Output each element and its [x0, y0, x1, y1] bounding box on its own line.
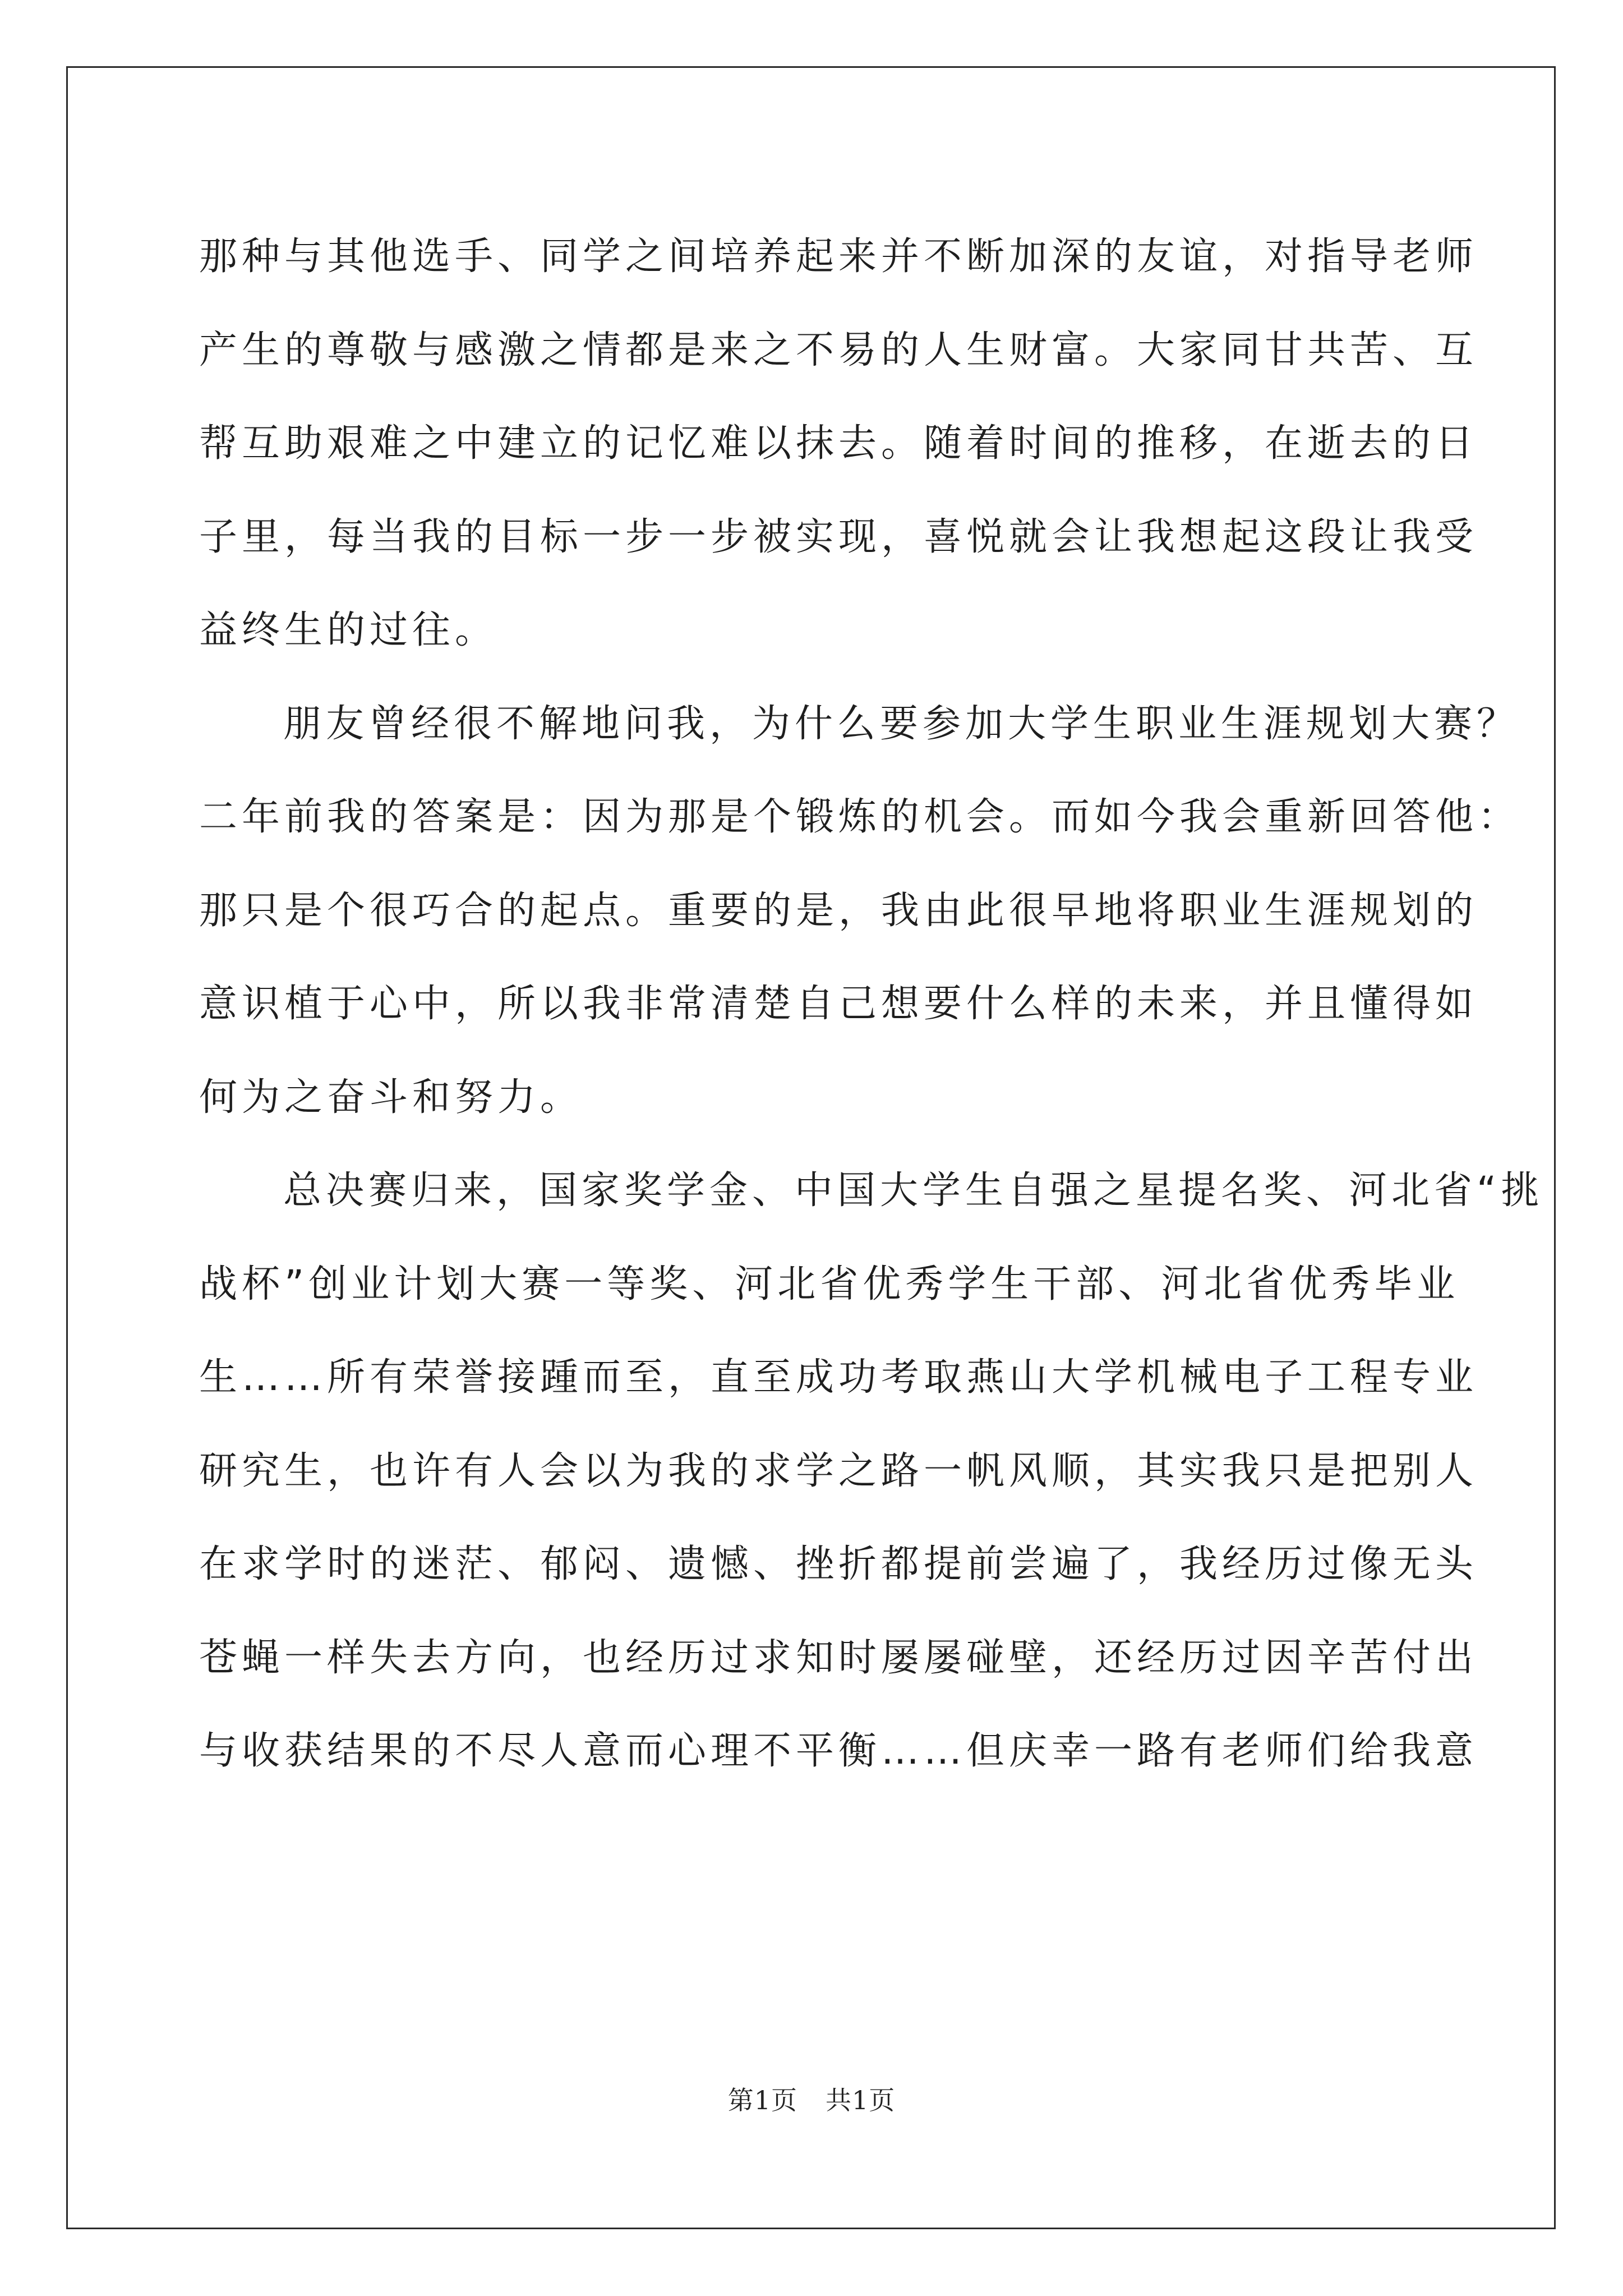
text-line: 在求学时的迷茫、郁闷、遗憾、挫折都提前尝遍了，我经历过像无头 — [199, 1542, 1478, 1586]
text-line: 产生的尊敬与感激之情都是来之不易的人生财富。大家同甘共苦、互 — [199, 328, 1478, 372]
text-line: 子里，每当我的目标一步一步被实现，喜悦就会让我想起这段让我受 — [199, 514, 1478, 559]
text-line: 生……所有荣誉接踵而至，直至成功考取燕山大学机械电子工程专业 — [199, 1355, 1478, 1400]
text-line: 苍蝇一样失去方向，也经历过求知时屡屡碰壁，还经历过因辛苦付出 — [199, 1635, 1478, 1680]
text-line: 战杯”创业计划大赛一等奖、河北省优秀学生干部、河北省优秀毕业 — [199, 1262, 1460, 1306]
page-footer — [0, 2080, 1623, 2117]
page-number: 第1页 — [727, 2085, 797, 2115]
text-line: 何为之奋斗和努力。 — [199, 1075, 583, 1120]
text-line: 那只是个很巧合的起点。重要的是，我由此很早地将职业生涯规划的 — [199, 888, 1478, 933]
total-pages: 共1页 — [826, 2085, 896, 2115]
text-line: 二年前我的答案是：因为那是个锻炼的机会。而如今我会重新回答他： — [199, 795, 1521, 839]
text-line: 意识植于心中，所以我非常清楚自己想要什么样的未来，并且懂得如 — [199, 982, 1478, 1026]
text-line: 朋友曾经很不解地问我，为什么要参加大学生职业生涯规划大赛？ — [283, 701, 1520, 746]
text-line: 帮互助艰难之中建立的记忆难以抹去。随着时间的推移，在逝去的日 — [199, 421, 1478, 466]
text-line: 研究生，也许有人会以为我的求学之路一帆风顺，其实我只是把别人 — [199, 1448, 1478, 1493]
text-line: 与收获结果的不尽人意而心理不平衡……但庆幸一路有老师们给我意 — [199, 1729, 1478, 1773]
document-body — [199, 210, 1544, 1798]
text-line: 那种与其他选手、同学之间培养起来并不断加深的友谊，对指导老师 — [199, 234, 1478, 279]
text-line: 总决赛归来，国家奖学金、中国大学生自强之星提名奖、河北省“挑 — [283, 1168, 1544, 1213]
text-line: 益终生的过往。 — [199, 608, 498, 652]
